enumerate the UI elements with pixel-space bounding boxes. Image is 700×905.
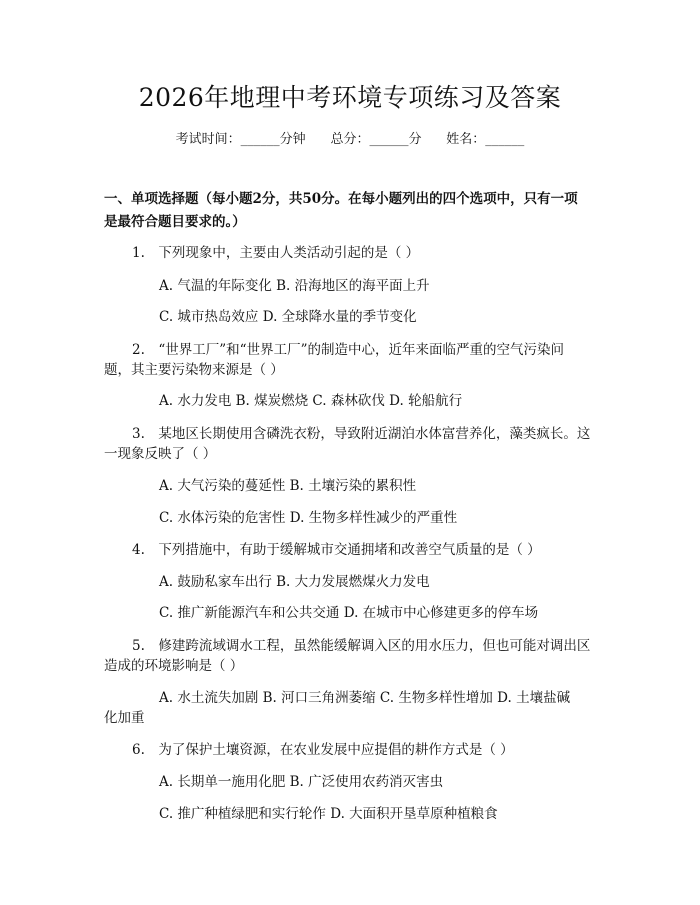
question-3-options: C. 水体污染的危害性 D. 生物多样性减少的严重性 xyxy=(159,510,458,526)
exam-time-field: 考试时间：______分钟 xyxy=(175,132,306,147)
total-score-field: 总分：______分 xyxy=(330,132,422,147)
question-2-options: A. 水力发电 B. 煤炭燃烧 C. 森林砍伐 D. 轮船航行 xyxy=(159,393,463,409)
question-5-stem: 造成的环境影响是（ ） xyxy=(104,658,244,674)
section-heading-line: 一、单项选择题（每小题2分，共50分。在每小题列出的四个选项中，只有一项 xyxy=(104,191,578,207)
question-1-options: C. 城市热岛效应 D. 全球降水量的季节变化 xyxy=(159,309,417,325)
section-heading-line: 是最符合题目要求的。） xyxy=(104,214,246,230)
question-2-stem: 题，其主要污染物来源是（ ） xyxy=(104,362,284,378)
question-3-stem: 一现象反映了（ ） xyxy=(104,446,217,462)
question-3-options: A. 大气污染的蔓延性 B. 土壤污染的累积性 xyxy=(159,478,417,494)
question-4-options: A. 鼓励私家车出行 B. 大力发展燃煤火力发电 xyxy=(159,574,430,590)
name-field: 姓名：______ xyxy=(446,132,525,147)
question-6-options: C. 推广种植绿肥和实行轮作 D. 大面积开垦草原种植粮食 xyxy=(159,806,498,822)
question-6-options: A. 长期单一施用化肥 B. 广泛使用农药消灭害虫 xyxy=(159,774,444,790)
question-1-stem: 1. 下列现象中，主要由人类活动引起的是（ ） xyxy=(132,245,420,261)
page-title: 2026年地理中考环境专项练习及答案 xyxy=(138,83,562,112)
question-4-stem: 4. 下列措施中，有助于缓解城市交通拥堵和改善空气质量的是（ ） xyxy=(132,542,541,558)
question-1-options: A. 气温的年际变化 B. 沿海地区的海平面上升 xyxy=(159,278,430,294)
question-4-options: C. 推广新能源汽车和公共交通 D. 在城市中心修建更多的停车场 xyxy=(159,605,539,621)
question-5-options: 化加重 xyxy=(104,710,145,726)
question-6-stem: 6. 为了保护土壤资源，在农业发展中应提倡的耕作方式是（ ） xyxy=(132,742,514,758)
question-5-stem: 5. 修建跨流域调水工程，虽然能缓解调入区的用水压力，但也可能对调出区 xyxy=(132,638,591,654)
section-heading xyxy=(104,188,604,234)
exam-meta xyxy=(0,130,700,150)
question-3-stem: 3. 某地区长期使用含磷洗衣粉，导致附近湖泊水体富营养化，藻类疯长。这 xyxy=(132,426,591,442)
question-5-options: A. 水土流失加剧 B. 河口三角洲萎缩 C. 生物多样性增加 D. 土壤盐碱 xyxy=(159,690,571,706)
question-2-stem: 2. “世界工厂”和“世界工厂”的制造中心，近年来面临严重的空气污染问 xyxy=(132,342,564,358)
